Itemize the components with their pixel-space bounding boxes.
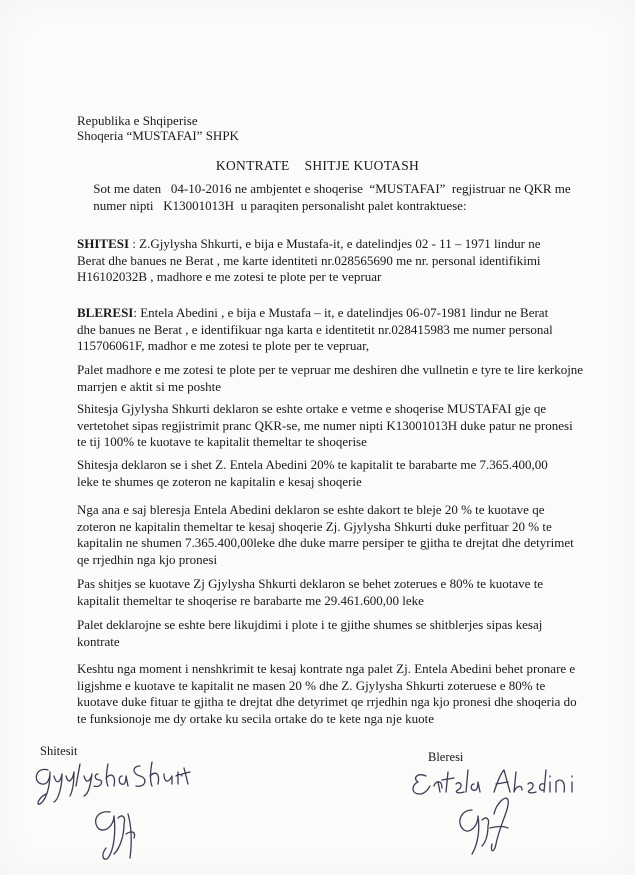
paragraph-settlement [77, 617, 582, 650]
paragraph-line: Shitesja deklaron se i shet Z. Entela Abedini 20% te kapitalit te barabarte me 7.365.400,00 [77, 457, 548, 472]
intro-line: Sot me daten 04-10-2016 ne ambjentet e shoqerise “MUSTAFAI” regjistruar ne QKR me [77, 181, 571, 196]
title-part-1: KONTRATE [215, 158, 290, 173]
seller-label: SHITESI [77, 236, 130, 251]
paragraph-line: marrjen e aktit si me poshte [77, 378, 222, 394]
title-part-2: SHITJE KUOTASH [304, 158, 420, 173]
paragraph-line: kontrate [77, 633, 120, 649]
header-country: Republika e Shqiperise [77, 113, 198, 128]
paragraph-line: kuotave duke fituar te gjitha te drejtat dhe detyrimet qe rrjedhin nga kjo pronesi dhe shoqeria do [77, 694, 577, 709]
seller-line: H16102032B , madhore e me zotesi te plote per te vepruar [77, 269, 382, 284]
buyer-signature-label: Bleresi [428, 750, 464, 764]
seller-line: : Z.Gjylysha Shkurti, e bija e Mustafa-it, e datelindjes 02 - 11 – 1971 lindur ne [129, 236, 541, 251]
paragraph-line: kapitalit themeltar te shoqerise re barabarte me 29.461.600,00 leke [77, 592, 424, 608]
seller-signature-label: Shitesit [40, 744, 78, 758]
paragraph-line: te funksionoje me dy ortake ku secila ortake do te kete nga nje kuote [77, 710, 435, 726]
buyer-line: 115706061F, madhor e me zotesi te plote per te vepruar, [77, 338, 370, 353]
paragraph-line: Keshtu nga moment i nenshkrimit te kesaj kontrate nga palet Zj. Entela Abedini behet pronare e [77, 661, 576, 676]
intro-paragraph [77, 181, 582, 214]
buyer-line: : Entela Abedini , e bija e Mustafa – it, e datelindjes 06-07-1981 lindur ne Berat [133, 305, 549, 320]
paragraph-line: Shitesja Gjylysha Shkurti deklaron se eshte ortake e vetme e shoqerise MUSTAFAI gje qe [77, 401, 547, 416]
paragraph-palet [77, 362, 582, 395]
document-header [77, 113, 239, 143]
buyer-label: BLERESI [77, 305, 134, 320]
paragraph-line: vertetohet sipas regjistrimit pranc QKR-se, me numer nipti K13001013H duke patur ne pronesi [77, 417, 573, 433]
buyer-signature [408, 764, 590, 864]
seller-signature [28, 758, 203, 868]
header-company: Shoqeria “MUSTAFAI” SHPK [77, 128, 239, 143]
paragraph-line: Palet madhore e me zotesi te plote per te vepruar me deshiren dhe vullnetin e tyre te lire kerkojne [77, 362, 584, 377]
paragraph-line: zoteron ne kapitalin themeltar te kesaj shoqerie Zj. Gjylysha Shkurti duke perfituar 20 % te [77, 518, 552, 534]
seller-paragraph [77, 236, 582, 286]
paragraph-declaration-2 [77, 457, 582, 490]
paragraph-line: qe rrjedhin nga kjo pronesi [77, 551, 218, 567]
seller-line: Berat dhe banues ne Berat , me karte identiteti nr.028565690 me nr. personal identifikimi [77, 252, 541, 268]
buyer-paragraph [77, 305, 582, 355]
paragraph-line: leke te shumes qe zoteron ne kapitalin e kesaj shoqerie [77, 473, 362, 489]
document-title [0, 158, 635, 174]
paragraph-after-sale [77, 576, 582, 609]
paragraph-line: Nga ana e saj bleresja Entela Abedini deklaron se eshte dakort te bleje 20 % te kuotave qe [77, 502, 545, 517]
intro-line: numer nipti K13001013H u paraqiten personalisht palet kontraktuese: [77, 197, 467, 213]
paragraph-declaration-1 [77, 401, 582, 451]
paragraph-line: te tij 100% te kuotave te kapitalit themeltar te shoqerise [77, 434, 367, 449]
buyer-line: dhe banues ne Berat , e identifikuar nga karta e identitetit nr.028415983 me numer personal [77, 321, 553, 337]
paragraph-line: kapitalin ne shumen 7.365.400,00leke dhe duke marre persiper te gjitha te drejtat dhe detyrimet [77, 535, 574, 550]
paragraph-line: ligjshme e kuotave te kapitalit ne masen 20 % dhe Z. Gjylysha Shkurti zoteruese e 80% te [77, 677, 546, 693]
paragraph-conclusion [77, 661, 582, 727]
paragraph-line: Pas shitjes se kuotave Zj Gjylysha Shkurti deklaron se behet zoterues e 80% te kuotave te [77, 576, 544, 591]
paragraph-line: Palet deklarojne se eshte bere likujdimi i plote i te gjithe shumes se shitblerjes sipas kesaj [77, 617, 543, 632]
paragraph-declaration-3 [77, 502, 582, 568]
